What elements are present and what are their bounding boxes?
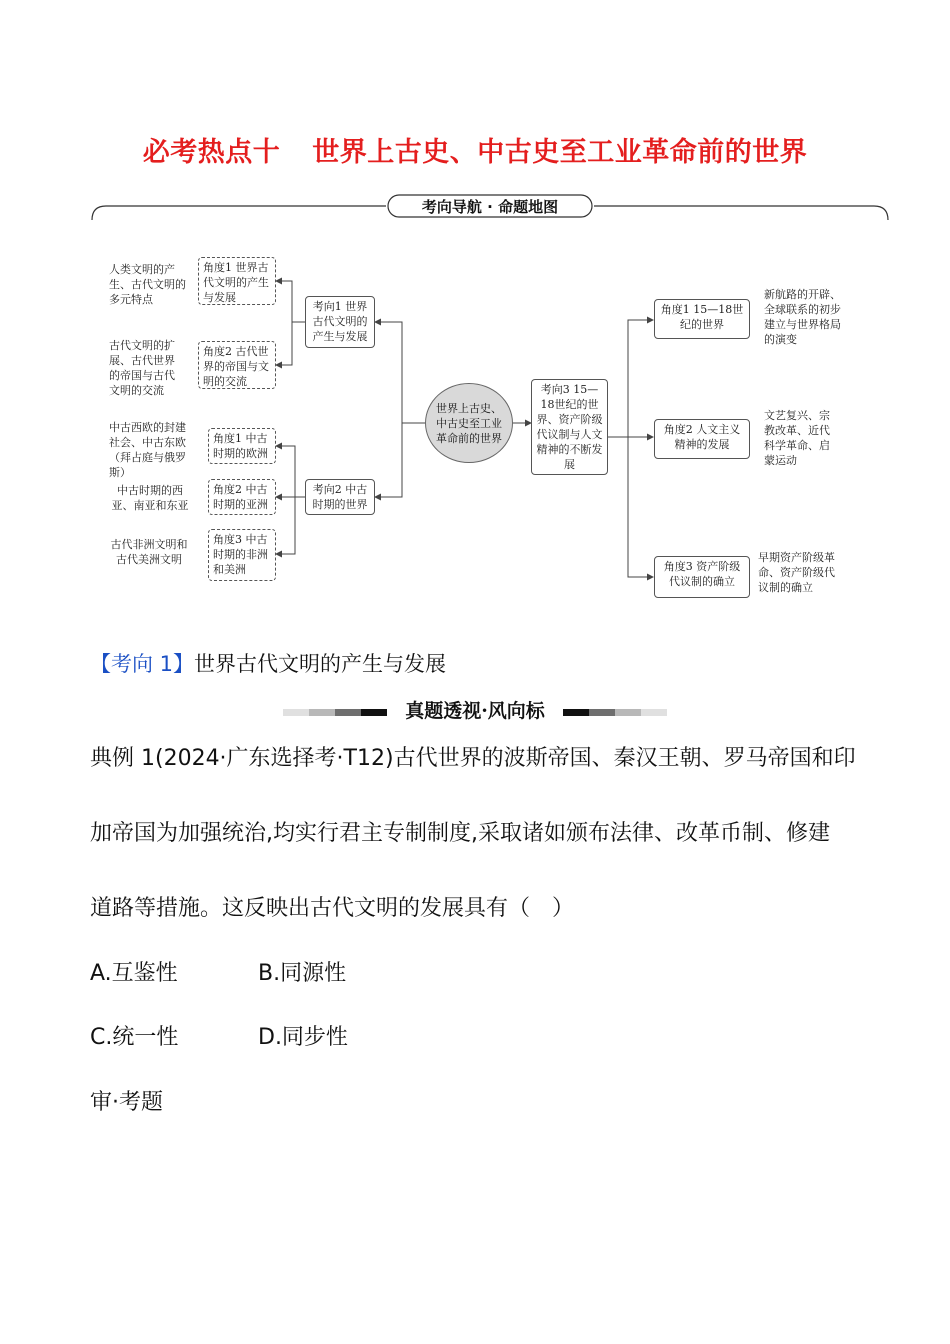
question-line-2: 加帝国为加强统治,均实行君主专制制度,采取诸如颁布法律、改革币制、修建: [90, 821, 830, 846]
nav-label: 考向导航 · 命题地图: [421, 198, 559, 216]
question-line-3: 道路等措施。这反映出古代文明的发展具有（ ）: [90, 896, 575, 921]
left-note-4: 中古时期的西亚、南亚和东亚: [111, 484, 189, 512]
title-part-a: 必考热点十: [142, 137, 281, 168]
left-note-3: 中古西欧的封建社会、中古东欧（拜占庭与俄罗斯）: [109, 421, 186, 479]
left-angle-3: 角度1 中古时期的欧洲: [208, 428, 276, 464]
option-c: C.统一性: [90, 1025, 179, 1050]
title-part-b: 世界上古史、中古史至工业革命前的世界: [312, 137, 808, 168]
option-a: A.互鉴性: [90, 961, 178, 986]
left-topic-2: 考向2 中古时期的世界: [305, 479, 375, 515]
question-line-1: 典例 1(2024·广东选择考·T12)古代世界的波斯帝国、秦汉王朝、罗马帝国和印: [90, 746, 856, 771]
section-heading: [90, 648, 446, 678]
section-title: 世界古代文明的产生与发展: [194, 652, 447, 676]
banner-title: 真题透视·风向标: [405, 700, 545, 722]
right-note-3: 早期资产阶级革命、资产阶级代议制的确立: [758, 551, 835, 594]
left-note-5: 古代非洲文明和古代美洲文明: [110, 538, 188, 566]
left-note-2: 古代文明的扩展、古代世界的帝国与古代文明的交流: [109, 339, 175, 397]
right-note-1: 新航路的开辟、全球联系的初步建立与世界格局的演变: [764, 288, 841, 346]
option-b: B.同源性: [258, 961, 347, 986]
left-angle-1: 角度1 世界古代文明的产生与发展: [198, 257, 276, 305]
left-note-1: 人类文明的产生、古代文明的多元特点: [109, 263, 186, 306]
left-angle-5: 角度3 中古时期的非洲和美洲: [208, 529, 276, 581]
right-angle-1: 角度1 15—18世纪的世界: [654, 299, 750, 339]
map-center: [425, 383, 513, 463]
left-topic-1: 考向1 世界古代文明的产生与发展: [305, 296, 375, 348]
left-angle-2: 角度2 古代世界的帝国与文明的交流: [198, 341, 276, 389]
right-note-2: 文艺复兴、宗教改革、近代科学革命、启蒙运动: [764, 409, 830, 467]
right-angle-2: 角度2 人文主义精神的发展: [654, 419, 750, 459]
right-topic: 考向3 15—18世纪的世界、资产阶级代议制与人文精神的不断发展: [531, 379, 608, 475]
right-angle-3: 角度3 资产阶级代议制的确立: [654, 556, 750, 598]
review-label: 审·考题: [90, 1090, 163, 1115]
option-d: D.同步性: [258, 1025, 348, 1050]
map-center-label: 世界上古史、中古史至工业革命前的世界: [436, 401, 502, 445]
left-angle-4: 角度2 中古时期的亚洲: [208, 479, 276, 515]
section-tag: 【考向 1】: [90, 652, 195, 676]
